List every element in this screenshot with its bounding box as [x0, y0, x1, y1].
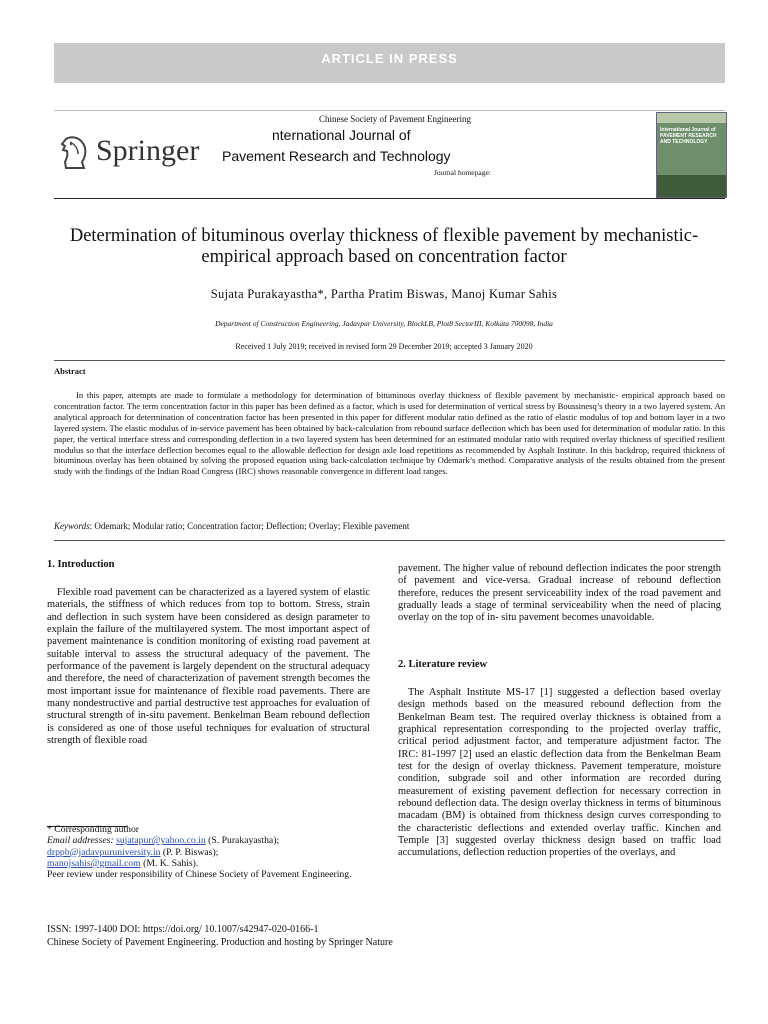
keywords-label: Keywords — [54, 521, 90, 531]
affiliation: Department of Construction Engineering, Jadavpur University, BlockLB, Plot8 SectorIII, Kolkata 700098, India — [215, 319, 553, 328]
email-line-3 — [47, 858, 370, 869]
section-heading-introduction: 1. Introduction — [47, 559, 115, 570]
email-link-biswas[interactable]: drppb@jadavpuruniversity.in — [47, 846, 161, 858]
header-bottom-rule — [54, 198, 725, 199]
abstract-bottom-rule — [54, 540, 725, 541]
email-name-2: (P. P. Biswas); — [160, 846, 219, 858]
email-line-1 — [47, 835, 370, 846]
cover-title: International Journal of PAVEMENT RESEARCH AND TECHNOLOGY — [660, 127, 717, 145]
literature-review-text: The Asphalt Institute MS-17 [1] suggested a deflection based overlay design methods based on the measured rebound deflection from the Benkelman Beam test. The required overlay thickness is obtained from a graphical representation corresponding to the projected overlay traffic, critical period adjustment factor, and temperature adjustment factor. The IRC: 81-1997 [2] used an elastic deflection data from the Benkelman Beam test for the design of overlay thickness. Pavement temperature, moisture condition, subgrade soil and other information are recorded during measurement of existing pavement deflection for necessary correction in rebound deflection data. The design overlay thickness in terms of bituminous macadam (BM) is obtained from thickness design curves corresponding to the characteristic deflections and extended overlay traffic. Kinchen and Temple [3] suggested overlay thickness design based on traffic load accumulations, deflection reduction properties of the overlays, and — [398, 687, 721, 859]
issn-doi: ISSN: 1997-1400 DOI: https://doi.org/ 10.1007/s42947-020-0166-1 — [47, 924, 319, 935]
keywords — [54, 521, 725, 531]
email-name-3: (M. K. Sahis). — [140, 857, 199, 869]
peer-review-note: Peer review under responsibility of Chinese Society of Pavement Engineering. — [47, 869, 352, 881]
footer-info — [47, 924, 393, 949]
horse-chess-icon — [56, 132, 94, 172]
keywords-text: : Odemark; Modular ratio; Concentration factor; Deflection; Overlay; Flexible pavement — [89, 521, 410, 531]
hosting-note: Chinese Society of Pavement Engineering. Production and hosting by Springer Nature — [47, 936, 393, 948]
email-link-sahis[interactable]: manojsahis@gmail.com — [47, 857, 141, 869]
received-dates: Received 1 July 2019; received in revised form 29 December 2019; accepted 3 January 2020 — [235, 342, 533, 351]
section-heading-literature-review: 2. Literature review — [398, 659, 488, 670]
journal-homepage-label: Journal homepage: — [434, 168, 491, 177]
introduction-text: Flexible road pavement can be characterized as a layered system of elastic materials, the stiffness of which reduces from top to bottom. Stress, strain and deflection in such system have been considered as design parameter to explain the failure of the multilayered system. The most important aspect of pavement maintenance is condition monitoring of existing road pavement at suitable interval to assess the structural adequacy of the pavement. The performance of the pavement is largely dependent on the structural adequacy and therefore, the need of characterization of pavement strength becomes the most important issue for maintenance of flexible road pavements. There are many nondestructive and partial destructive test approaches for evaluation of structural strength of in-situ pavement. Benkelman Beam rebound deflection is considered as one of those useful techniques for evaluation of structural strength of flexible road — [47, 587, 370, 747]
email-label: Email addresses: — [47, 835, 114, 847]
introduction-continued-text: pavement. The higher value of rebound deflection indicates the poor strength of pavement and vice-versa. Gradual increase of rebound deflection therefore, reduces the present serviceability index of the road pavement and gradually leads a stage of terminal serviceability when the need of placing overlay on the top of in- situ pavement becomes unavoidable. — [398, 563, 721, 624]
journal-title-line2: Pavement Research and Technology — [222, 148, 451, 164]
email-name-1: (S. Purakayastha); — [205, 835, 280, 847]
journal-cover-image — [656, 112, 727, 198]
abstract-text: In this paper, attempts are made to formulate a methodology for determination of bituminous overlay thickness of flexible pavement by mechanistic- empirical approach based on concentration factor. The term concentration factor in this paper has been defined as a factor, which is used for determination of vertical stress by Boussinesq’s theory in a two layered system. An analytical approach for determination of concentration factor has been presented in this paper for different modular ratio defined as the ratio of elastic modulus of top and bottom layer in a two layered system. The elastic modulus of in-service pavement has been obtained by back-calculation from rebound surface deflection which has been used for determination of modular ratio. In this paper, the vertical interface stress and corresponding deflection in a two layered system has been determined for an estimated modular ratio with required overlay thickness of specified resilient modulus so that the interface deflection becomes equal to the allowable deflection for design axle load repetitions as recommended by Asphalt Institute. In this backdrop, required thickness of bituminous overlay has been obtained by solving the proposed equation using back-calculation technique by Odemark’s method. Comparative analysis of the results obtained from the present study with the findings of the Indian Road Congress (IRC) shows reasonable convergence in different load ranges. — [54, 390, 725, 477]
banner-text: ARTICLE IN PRESS — [321, 51, 458, 66]
paper-title: Determination of bituminous overlay thickness of flexible pavement by mechanistic-empirical approach based on concentration factor — [69, 226, 699, 267]
society-name: Chinese Society of Pavement Engineering — [319, 114, 471, 124]
corresponding-author-note: * Corresponding author — [47, 824, 140, 835]
article-in-press-banner — [54, 43, 725, 83]
springer-logo — [56, 132, 211, 176]
author-list: Sujata Purakayastha*, Partha Pratim Biswas, Manoj Kumar Sahis — [210, 287, 558, 301]
email-line-2 — [47, 847, 370, 858]
journal-title-line1: nternational Journal of — [272, 127, 411, 143]
logo-wordmark: Springer — [96, 134, 200, 167]
abstract-heading: Abstract — [54, 366, 86, 376]
abstract-top-rule — [54, 360, 725, 361]
email-link-purakayastha[interactable]: sujatapur@yahoo.co.in — [116, 835, 206, 847]
header-top-rule — [54, 110, 725, 111]
footnotes — [47, 824, 370, 880]
